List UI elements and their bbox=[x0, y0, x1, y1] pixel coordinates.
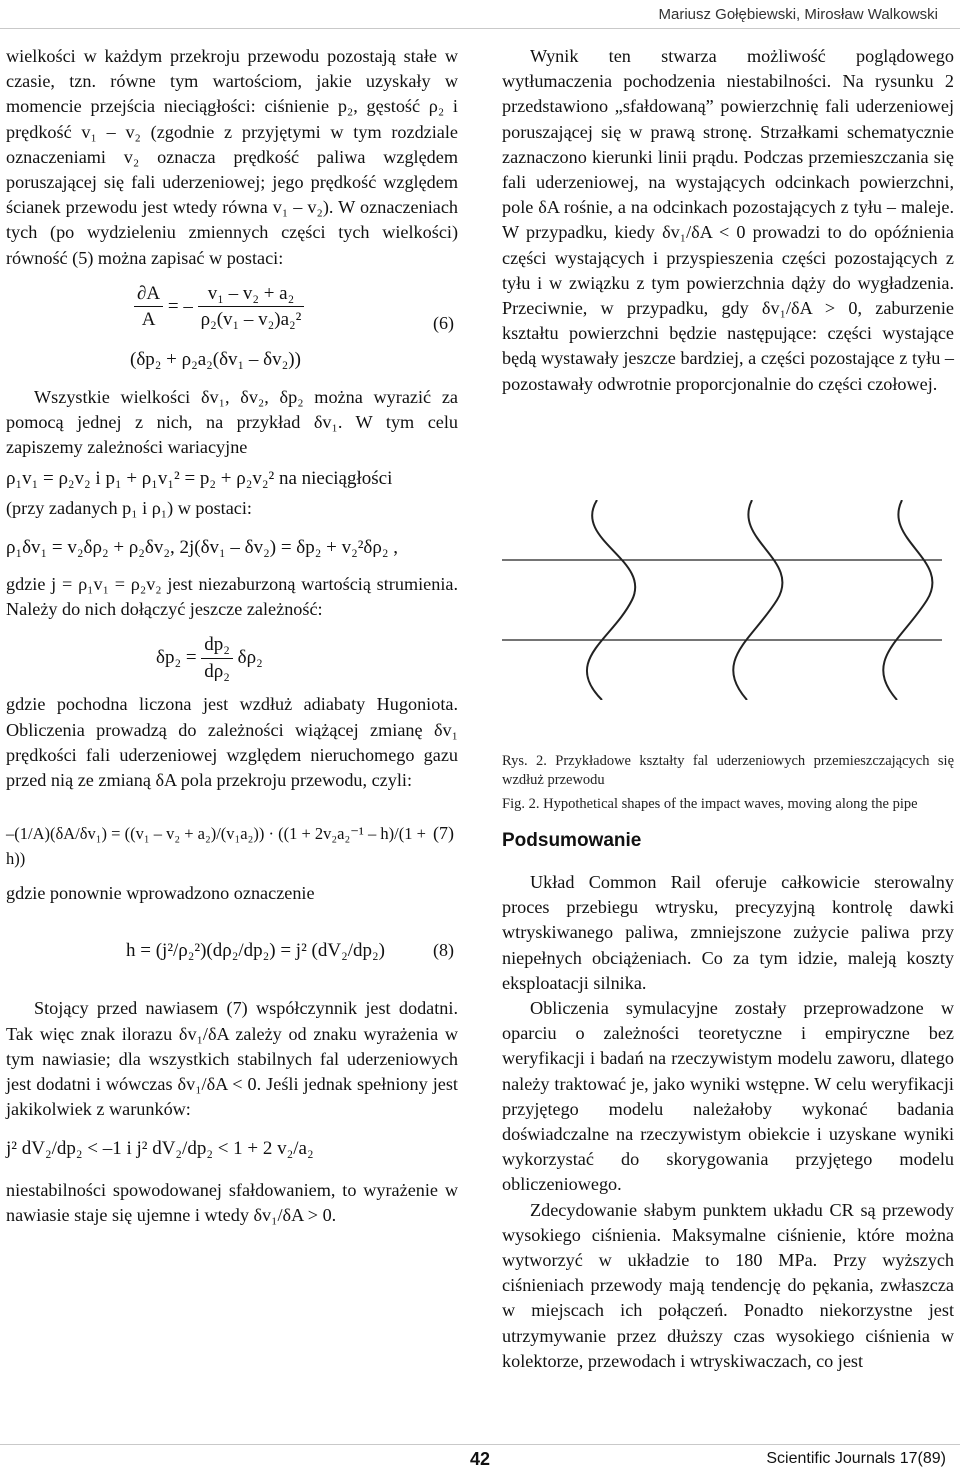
left-paragraph-6: gdzie ponownie wprowadzono oznaczenie bbox=[6, 883, 315, 904]
left-paragraph-1: wielkości w każdym przekroju przewodu pozostają stałe w czasie, tzn. równe tym wartościom, jakie uzyskały w momencie przejścia nieciągłości: ciśnienie p₂, gęstość ρ₂ i prędkość v₁ – v₂ (zgodnie z przyjętymi w tym rozdziale oznaczeniami v₂ oznacza prędkość paliwa względem poruszającej się fali uderzeniowej; jego prędkość względem ścianek przewodu jest wtedy równa v₁ – v₂). W oznaczeniach tych (po wydzieleniu zmiennych części tych wielkości) równość (5) można zapisać w postaci: bbox=[6, 46, 458, 268]
equation-8 bbox=[6, 910, 458, 996]
eq6-lhs-num: ∂A bbox=[137, 282, 161, 304]
left-paragraph-7: Stojący przed nawiasem (7) współczynnik jest dodatni. Tak więc znak ilorazu δv₁/δA zależy od znaku wyrażenia w tym nawiasie; dla wszystkich stabilnych fal uderzeniowych jest dodatni i wówczas δv₁/δA < 0. Jeśli jednak spełniony jest jakikolwiek z warunków: bbox=[6, 998, 458, 1120]
equation-variational: ρ₁v₁ = ρ₂v₂ i p₁ + ρ₁v₁² = p₂ + ρ₂v₂² na nieciągłości bbox=[6, 468, 393, 490]
eq6-lhs-den: A bbox=[134, 306, 163, 332]
right-column bbox=[502, 44, 954, 397]
figure-caption-en: Fig. 2. Hypothetical shapes of the impact waves, moving along the pipe bbox=[502, 796, 918, 812]
eq8-expression: h = (j²/ρ₂²)(dρ₂/dp₂) = j² (dV₂/dp₂) bbox=[126, 940, 385, 962]
eq6-rhs-den: ρ₂(v₁ – v₂)a₂² bbox=[198, 306, 305, 332]
eq-dp-num: dp₂ bbox=[204, 634, 230, 656]
eq6-rhs-num: v₁ – v₂ + a₂ bbox=[207, 282, 295, 304]
summary-paragraph-2: Obliczenia symulacyjne zostały przeprowadzone w oparciu o zależności teoretyczne i empiryczne bez weryfikacji i badań na rzeczywistym modelu zaworu, dlatego należy traktować je, jako wyniki wstępne. W celu weryfikacji przyjętego modelu należałoby wykonać badania doświadczalne na rzeczywistym obiekcie i uzyskane wyniki wykorzystać do skorygowania przyjętego modelu obliczeniowego. bbox=[502, 998, 954, 1195]
figure-2-wave-shapes bbox=[502, 500, 954, 700]
summary-paragraph-3: Zdecydowanie słabym punktem układu CR są przewody wysokiego ciśnienia. Maksymalne ciśnienie, które można wytworzyć w układzie to 180 MPa. Przy wyższych ciśnieniach przewody mają tendencję do pękania, zwłaszcza w miejscach ich połączeń. Ponadto niekorzystne jest utrzymywanie przez dłuższy czas wysokiego ciśnienia w kolektorze, przewodach i wtryskiwaczach, co jest bbox=[502, 1199, 954, 1371]
wave-curve-1 bbox=[587, 500, 635, 700]
page-number: 42 bbox=[470, 1449, 491, 1469]
journal-name: Scientific Journals 17(89) bbox=[766, 1450, 946, 1467]
figure-caption-pl: Rys. 2. Przykładowe kształty fal uderzeniowych przemieszczających się wzdłuż przewodu bbox=[502, 753, 954, 788]
wave-curve-2 bbox=[733, 500, 782, 700]
eq6-tail: (δp₂ + ρ₂a₂(δv₁ – δv₂)) bbox=[130, 348, 301, 370]
equation-conditions: j² dV₂/dp₂ < –1 i j² dV₂/dp₂ < 1 + 2 v₂/a₂ bbox=[6, 1138, 314, 1160]
eq-dp-tail: δρ₂ bbox=[237, 647, 263, 669]
equation-variations: ρ₁δv₁ = v₂δρ₂ + ρ₂δv₂, 2j(δv₁ – δv₂) = δp₂ + v₂²δρ₂ , bbox=[6, 536, 398, 558]
eq7-number: (7) bbox=[433, 823, 454, 844]
header-divider bbox=[0, 28, 960, 29]
left-paragraph-5: gdzie pochodna liczona jest wzdłuż adiabaty Hugoniota. Obliczenia prowadzą do zależności wiążącej zmianę δv₁ prędkości fali uderzeniowej względem nieruchomego gazu przed nią ze zmianą δA pola przekroju przewodu, czyli: bbox=[6, 694, 458, 791]
equation-7 bbox=[6, 801, 458, 881]
eq8-number: (8) bbox=[433, 940, 454, 961]
eq6-rhs-fraction bbox=[198, 281, 305, 332]
left-column bbox=[6, 44, 458, 1228]
running-header-authors: Mariusz Gołębiewski, Mirosław Walkowski bbox=[658, 6, 938, 23]
section-title-summary: Podsumowanie bbox=[502, 830, 642, 851]
wave-curve-3 bbox=[883, 500, 932, 700]
eq-dp-lhs: δp₂ = bbox=[156, 647, 197, 669]
eq7-expression: –(1/A)(δA/δv₁) = ((v₁ – v₂ + a₂)/(v₁a₂)) · ((1 + 2v₂a₂⁻¹ – h)/(1 + h)) bbox=[6, 824, 426, 869]
summary-paragraph-1: Układ Common Rail oferuje całkowicie sterowalny proces przebiegu wtrysku, precyzyjną kontrolę dawki wtryskiwanego paliwa, zmniejszone zużycie paliwa przy niepełnych obciążeniach. Co za tym idzie, maleją koszty eksploatacji silnika. bbox=[502, 872, 954, 993]
right-paragraph-1: Wynik ten stwarza możliwość poglądowego wytłumaczenia pochodzenia niestabilności. Na rysunku 2 przedstawiono „sfałdowaną” powierzchnię fali uderzeniowej poruszającej się w prawą stronę. Strzałkami schematycznie zaznaczono kierunki linii prądu. Podczas przemieszczania się fali uderzeniowej, na wystających odcinkach powierzchni, pole δA rośnie, a na odcinkach pozostających z tyłu – maleje. W przypadku, kiedy δv₁/δA < 0 prowadzi to do opóźnienia części wystających i przyspieszenia części pozostających z tyłu i w związku z tym powierzchnia dąży do wygładzenia. Przeciwnie, w przypadku, gdy δv₁/δA > 0, zaburzenie kształtu powierzchni będzie następujące: części wystające będą wystawały jeszcze bardziej, a części pozostające z tyłu – pozostawały odwrotnie proporcjonalnie do części czołowej. bbox=[502, 46, 954, 394]
eq-dp-den: dρ₂ bbox=[201, 658, 233, 684]
left-paragraph-8: niestabilności spowodowanej sfałdowaniem, to wyrażenie w nawiasie staje się ujemne i wtedy δv₁/δA > 0. bbox=[6, 1179, 458, 1225]
eq6-lhs-fraction bbox=[134, 281, 163, 332]
equation-dp bbox=[6, 626, 458, 692]
eq6-number: (6) bbox=[433, 312, 454, 333]
footer-divider bbox=[0, 1444, 960, 1445]
equation-6: $\frac{\partial A}{A}$ = – $\frac{\text{v₁ – v₂ + a₂}}{\text{ρ₂(v₁ – v₂)a₂²}}$ (δp₂ + ρ₂a₂(δv₁ – δv₂)) (6) bbox=[6, 275, 458, 385]
page-footer bbox=[0, 1444, 960, 1474]
left-paragraph-2: Wszystkie wielkości δv₁, δv₂, δp₂ można wyrazić za pomocą jednej z nich, na przykład δv₁. W tym celu zapiszemy zależności wariacyjne bbox=[6, 386, 458, 458]
left-paragraph-4: gdzie j = ρ₁v₁ = ρ₂v₂ jest niezaburzoną wartością strumienia. Należy do nich dołączyć jeszcze zależność: bbox=[6, 574, 458, 620]
eq-dp-fraction bbox=[201, 632, 233, 683]
left-paragraph-3: (przy zadanych p₁ i ρ₁) w postaci: bbox=[6, 497, 252, 518]
summary-column bbox=[502, 870, 954, 1374]
